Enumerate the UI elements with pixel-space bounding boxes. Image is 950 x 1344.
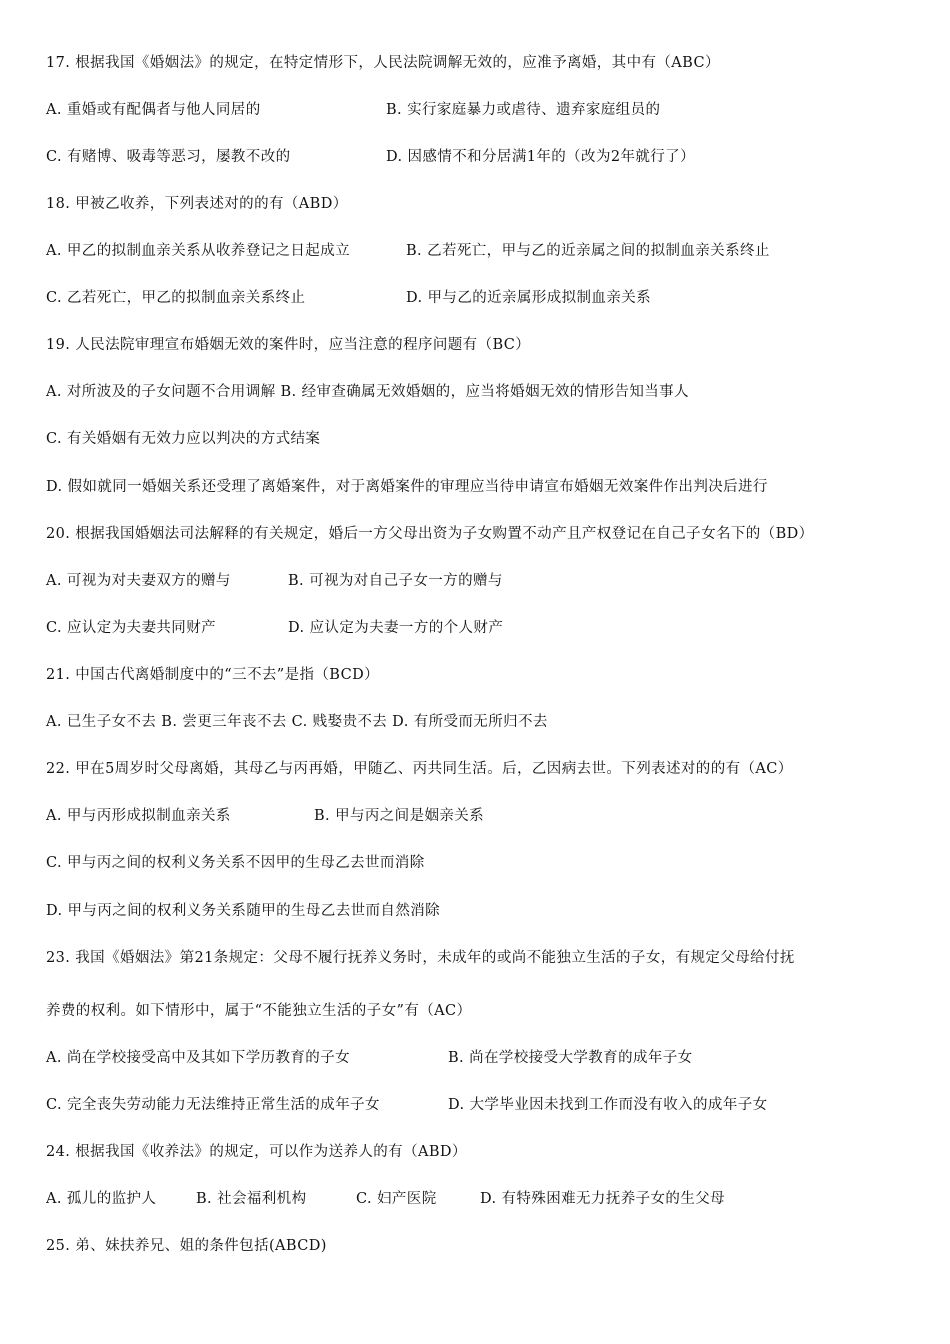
option-d: D. 因感情不和分居满1年的（改为2年就行了） [386, 149, 695, 165]
question-19-options-ab: A. 对所波及的子女问题不合用调解 B. 经审查确属无效婚姻的，应当将婚姻无效的情形告知当事人 [46, 384, 689, 400]
option-c: C. 完全丧失劳动能力无法维持正常生活的成年子女 [46, 1097, 380, 1113]
question-23-stem-line-2: 养费的权利。如下情形中，属于“不能独立生活的子女”有（AC） [46, 1003, 472, 1019]
option-a: A. 甲乙的拟制血亲关系从收养登记之日起成立 [46, 243, 350, 259]
option-d: D. 应认定为夫妻一方的个人财产 [288, 620, 504, 636]
question-21-options: A. 已生子女不去 B. 尝更三年丧不去 C. 贱娶贵不去 D. 有所受而无所归不去 [46, 714, 548, 730]
option-b: B. 尚在学校接受大学教育的成年子女 [448, 1050, 693, 1066]
question-24-stem: 24. 根据我国《收养法》的规定，可以作为送养人的有（ABD） [46, 1144, 467, 1160]
option-c: C. 有赌博、吸毒等恶习，屡教不改的 [46, 149, 291, 165]
question-20-stem: 20. 根据我国婚姻法司法解释的有关规定，婚后一方父母出资为子女购置不动产且产权登记在自己子女名下的（BD） [46, 526, 814, 542]
question-19-stem: 19. 人民法院审理宣布婚姻无效的案件时，应当注意的程序问题有（BC） [46, 337, 531, 353]
option-b: B. 甲与丙之间是姻亲关系 [314, 808, 485, 824]
question-22-option-c: C. 甲与丙之间的权利义务关系不因甲的生母乙去世而消除 [46, 855, 425, 871]
option-a: A. 可视为对夫妻双方的赠与 [46, 573, 231, 589]
question-19-option-c: C. 有关婚姻有无效力应以判决的方式结案 [46, 431, 321, 447]
option-a: A. 尚在学校接受高中及其如下学历教育的子女 [46, 1050, 350, 1066]
question-17-stem: 17. 根据我国《婚姻法》的规定，在特定情形下，人民法院调解无效的，应准予离婚，其中有（ABC） [46, 55, 720, 71]
option-d: D. 有特殊困难无力抚养子女的生父母 [480, 1191, 726, 1207]
option-b: B. 实行家庭暴力或虐待、遗弃家庭组员的 [386, 102, 661, 118]
option-d: D. 大学毕业因未找到工作而没有收入的成年子女 [448, 1097, 768, 1113]
option-b: B. 可视为对自己子女一方的赠与 [288, 573, 503, 589]
option-c: C. 乙若死亡，甲乙的拟制血亲关系终止 [46, 290, 306, 306]
option-a: A. 孤儿的监护人 [46, 1191, 157, 1207]
question-21-stem: 21. 中国古代离婚制度中的“三不去”是指（BCD） [46, 667, 380, 683]
question-25-stem: 25. 弟、妹扶养兄、姐的条件包括(ABCD) [46, 1238, 327, 1254]
option-b: B. 社会福利机构 [196, 1191, 307, 1207]
option-d: D. 甲与乙的近亲属形成拟制血亲关系 [406, 290, 652, 306]
option-a: A. 甲与丙形成拟制血亲关系 [46, 808, 231, 824]
question-18-stem: 18. 甲被乙收养，下列表述对的的有（ABD） [46, 196, 348, 212]
question-22-option-d: D. 甲与丙之间的权利义务关系随甲的生母乙去世而自然消除 [46, 903, 441, 919]
option-a: A. 重婚或有配偶者与他人同居的 [46, 102, 261, 118]
option-c: C. 应认定为夫妻共同财产 [46, 620, 216, 636]
option-c: C. 妇产医院 [356, 1191, 437, 1207]
question-19-option-d: D. 假如就同一婚姻关系还受理了离婚案件，对于离婚案件的审理应当待申请宣布婚姻无效案件作出判决后进行 [46, 479, 768, 495]
option-b: B. 乙若死亡，甲与乙的近亲属之间的拟制血亲关系终止 [406, 243, 770, 259]
question-22-stem: 22. 甲在5周岁时父母离婚，其母乙与丙再婚，甲随乙、丙共同生活。后，乙因病去世。下列表述对的的有（AC） [46, 761, 793, 777]
question-23-stem-line-1: 23. 我国《婚姻法》第21条规定：父母不履行抚养义务时，未成年的或尚不能独立生活的子女，有规定父母给付抚 [46, 950, 795, 966]
